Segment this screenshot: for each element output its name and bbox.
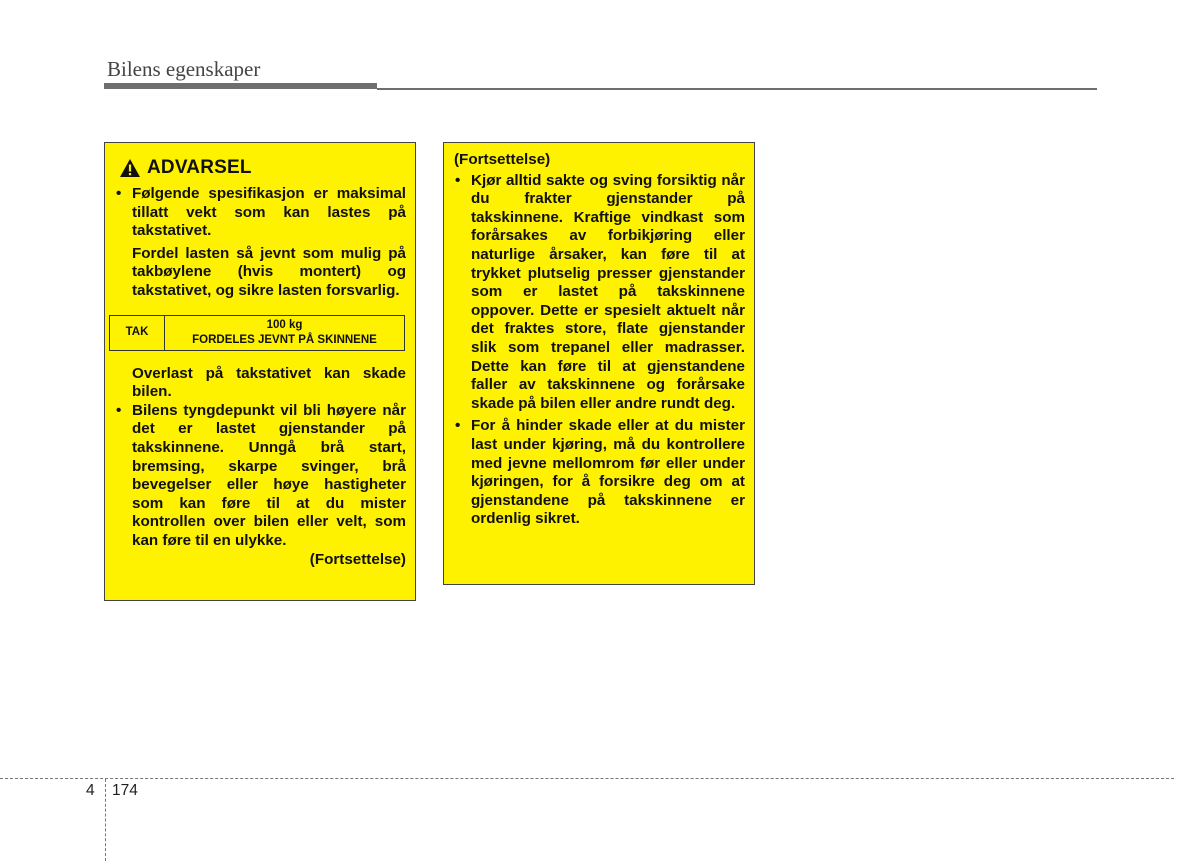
roof-load-table [109,315,405,351]
footer-divider [0,778,1174,779]
section-title: Bilens egenskaper [107,57,261,81]
footer-vertical-divider [105,779,106,861]
warning-bullet-check-load: • For å hinder skade eller at du mister last under kjøring, må du kontrollere med jevne mellomrom før eller under kjøringen, for å forsikre deg om at gjenstandene på takskinnene er ordenlig sikret. [454,417,745,529]
warning-bullet-center-of-gravity: • Bilens tyngdepunkt vil bli høyere når det er lastet gjenstander på takskinnene. Unngå brå start, bremsing, skarpe svinger, brå bevegelser eller høye hastigheter som kan føre til at du mister kontrollen over bilen eller velt, som kan føre til en ulykke. [115,402,406,551]
roof-distribution-note: FORDELES JEVNT PÅ SKINNENE [192,333,377,346]
warning-bullet-weight-spec: • Følgende spesifikasjon er maksimal tillatt vekt som kan lastes på takstativet. [115,185,406,241]
warning-triangle-icon [119,158,141,178]
page-number: 174 [112,782,138,799]
roof-value-cell [165,315,405,350]
warning-heading [119,155,406,181]
warning-heading-text: ADVARSEL [147,156,252,178]
header-rule-thin [377,88,1097,90]
warning-box-left [104,142,416,601]
table-row [110,315,405,350]
header-rule-thick [104,83,377,89]
roof-max-weight: 100 kg [266,318,303,331]
continued-label: (Fortsettelse) [309,550,406,568]
warning-box-right [443,142,755,585]
warning-bullet-drive-slowly: • Kjør alltid sakte og sving forsiktig når du frakter gjenstander på takskinnene. Kraftige vindkast som forårsakes av forbikjøring eller naturlige årsaker, kan føre til at trykket plutselig presser gjenstander som er lastet på takskinnene oppover. Dette er spesielt aktuelt når det fraktes store, flate gjenstander slik som trepanel eller madrasser. Dette kan føre til at gjenstandene faller av takskinnene og forårsake skade på bilen eller andre rundt deg. [454,172,745,414]
warning-para-distribute-load: Fordel lasten så jevnt som mulig på takbøylene (hvis montert) og takstativet, og sikre lasten forsvarlig. [132,244,406,299]
roof-label-cell: TAK [110,315,165,350]
continued-label: (Fortsettelse) [454,151,551,168]
warning-para-overload: Overlast på takstativet kan skade bilen. [132,364,406,401]
chapter-number: 4 [86,782,95,799]
